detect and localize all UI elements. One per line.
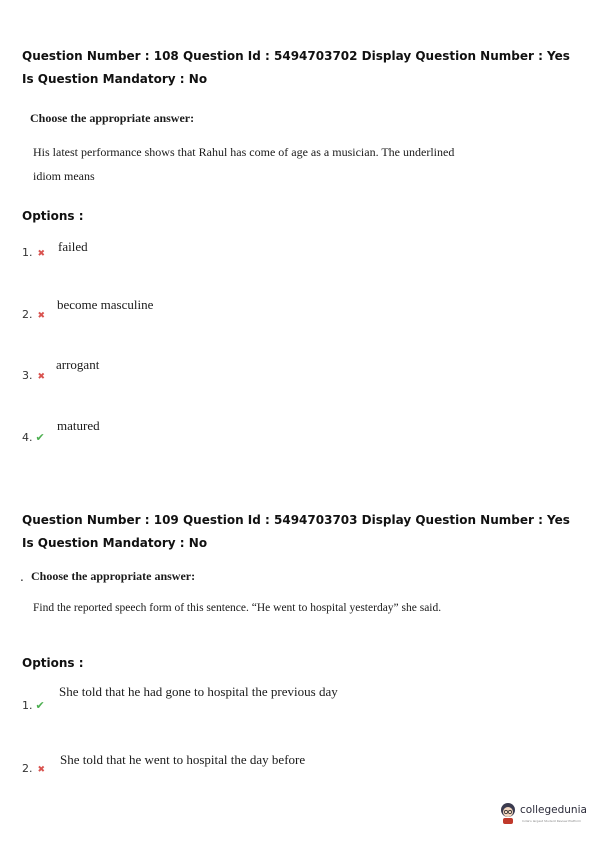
correct-check-icon: ✔ bbox=[35, 431, 45, 444]
collegedunia-logo bbox=[494, 798, 589, 834]
stray-mark: . bbox=[20, 570, 24, 584]
q109-option-1-number: 1. ✔ bbox=[22, 699, 45, 712]
q108-option-1-number: 1. ✖ bbox=[22, 246, 46, 259]
wrong-mark-icon: ✖ bbox=[37, 765, 46, 775]
q109-option-2-text: She told that he went to hospital the day before bbox=[60, 752, 306, 767]
brand-name: collegedunia bbox=[520, 804, 587, 816]
q108-option-1-text: failed bbox=[58, 239, 88, 254]
q108-option-3-text: arrogant bbox=[56, 357, 100, 372]
correct-check-icon: ✔ bbox=[35, 699, 45, 712]
wrong-mark-icon: ✖ bbox=[37, 311, 46, 321]
brand-tagline: India's largest Student Review Platform bbox=[522, 819, 582, 823]
q109-option-1-text: She told that he had gone to hospital the previous day bbox=[59, 684, 338, 699]
question-109-header: Question Number : 109 Question Id : 5494703703 Display Question Number : Yes Is Question Mandatory : No bbox=[22, 513, 570, 550]
q108-option-3-number: 3. ✖ bbox=[22, 369, 46, 382]
q108-option-2-number: 2. ✖ bbox=[22, 308, 46, 321]
q108-option-4-text: matured bbox=[57, 418, 100, 433]
question-108-options-label: Options : bbox=[22, 209, 84, 223]
q108-option-2-text: become masculine bbox=[57, 297, 154, 312]
question-108-instruction: Choose the appropriate answer: bbox=[30, 111, 195, 125]
question-109-stem: Find the reported speech form of this sentence. “He went to hospital yesterday” she said. bbox=[33, 602, 442, 614]
wrong-mark-icon: ✖ bbox=[37, 372, 46, 382]
question-109-instruction: Choose the appropriate answer: bbox=[31, 569, 196, 583]
question-109-options-label: Options : bbox=[22, 656, 84, 670]
q109-option-2-number: 2. ✖ bbox=[22, 762, 46, 775]
wrong-mark-icon: ✖ bbox=[37, 249, 46, 259]
student-avatar-icon bbox=[498, 800, 518, 824]
question-108-stem: His latest performance shows that Rahul has come of age as a musician. The underlined idiom means bbox=[33, 145, 455, 183]
question-108-header: Question Number : 108 Question Id : 5494703702 Display Question Number : Yes Is Question Mandatory : No bbox=[22, 49, 570, 86]
q108-option-4-number: 4. ✔ bbox=[22, 431, 45, 444]
